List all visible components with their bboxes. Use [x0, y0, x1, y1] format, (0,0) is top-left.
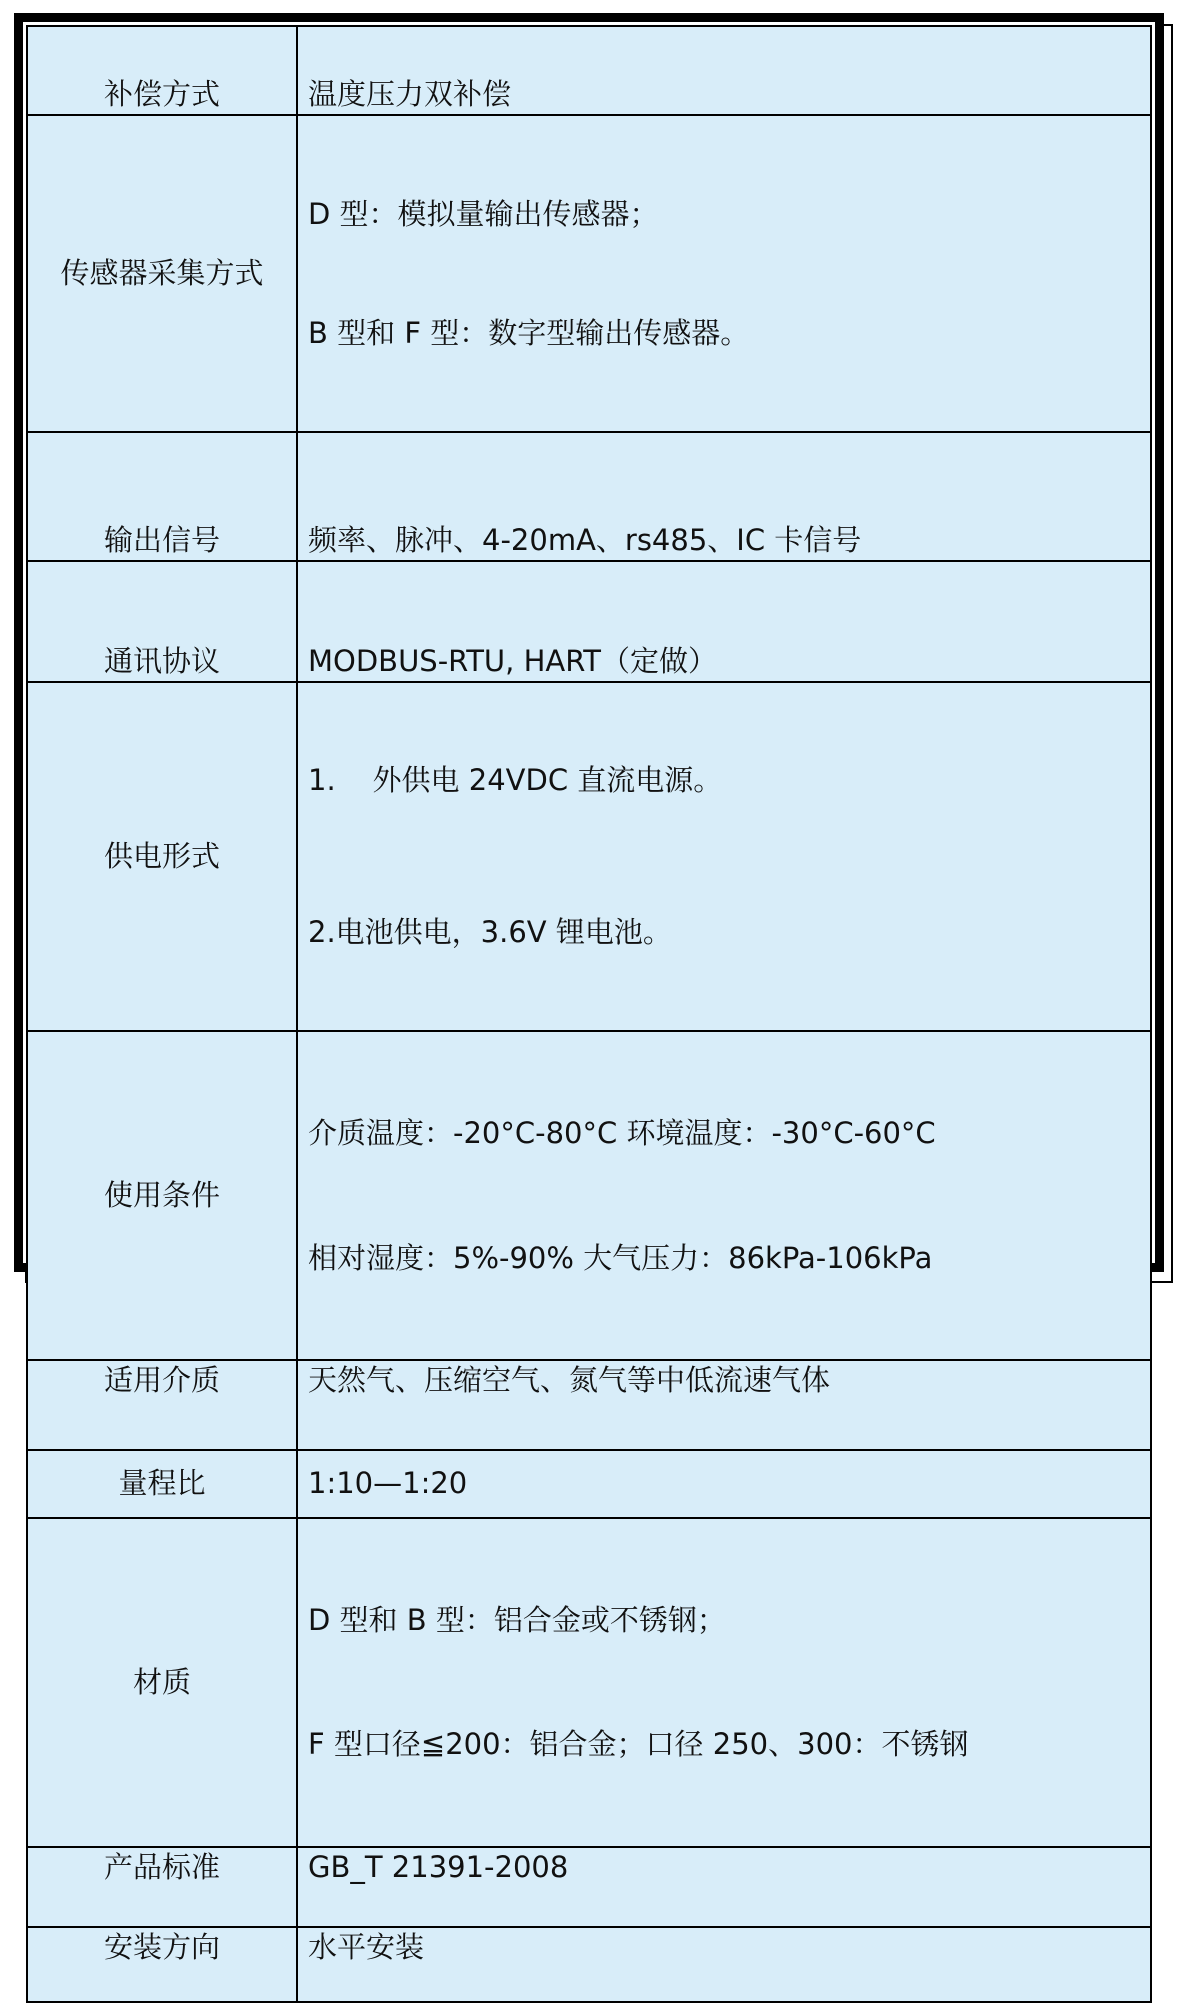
spec-label: 供电形式 [27, 682, 297, 1031]
spec-value-line: 1. 外供电 24VDC 直流电源。 [308, 763, 723, 798]
spec-value-line: 1:10—1:20 [308, 1466, 468, 1501]
spec-value [297, 1360, 1151, 1450]
spec-value [297, 1927, 1151, 2002]
spec-value-line: F 型口径≦200：铝合金；口径 250、300：不锈钢 [308, 1727, 969, 1762]
spec-value [297, 1031, 1151, 1360]
spec-value-line: D 型和 B 型：铝合金或不锈钢； [308, 1603, 726, 1638]
spec-label: 安装方向 [27, 1927, 297, 2002]
spec-value-line: 2.电池供电，3.6V 锂电池。 [308, 914, 672, 949]
spec-value [297, 1450, 1151, 1518]
spec-value-line: 天然气、压缩空气、氮气等中低流速气体 [308, 1362, 831, 1397]
spec-value-line: 温度压力双补偿 [308, 76, 512, 111]
spec-label: 产品标准 [27, 1847, 297, 1927]
spec-value [297, 1847, 1151, 1927]
spec-label: 使用条件 [27, 1031, 297, 1360]
spec-label: 量程比 [27, 1450, 297, 1518]
row-product-standard [27, 1847, 1151, 1927]
row-power-supply-form [27, 682, 1151, 1031]
row-applicable-media [27, 1360, 1151, 1450]
spec-value [297, 561, 1151, 682]
spec-value [297, 115, 1151, 432]
spec-value-line: 频率、脉冲、4-20mA、rs485、IC 卡信号 [308, 522, 862, 557]
spec-value-line: 介质温度：-20°C-80°C 环境温度：-30°C-60°C [308, 1116, 936, 1151]
spec-label: 适用介质 [27, 1360, 297, 1450]
spec-value [297, 432, 1151, 561]
row-compensation-method [27, 26, 1151, 115]
row-output-signal [27, 432, 1151, 561]
spec-value-line: B 型和 F 型：数字型输出传感器。 [308, 315, 750, 350]
spec-label: 传感器采集方式 [27, 115, 297, 432]
spec-label: 材质 [27, 1518, 297, 1847]
row-communication-protocol [27, 561, 1151, 682]
spec-label: 输出信号 [27, 432, 297, 561]
spec-value-line: MODBUS-RTU, HART（定做） [308, 643, 717, 678]
spec-value [297, 682, 1151, 1031]
spec-value [297, 26, 1151, 115]
spec-value-line: D 型：模拟量输出传感器； [308, 197, 659, 232]
row-turndown-ratio [27, 1450, 1151, 1518]
row-operating-conditions [27, 1031, 1151, 1360]
row-material [27, 1518, 1151, 1847]
spec-value [297, 1518, 1151, 1847]
spec-table [26, 25, 1152, 2003]
spec-value-line: 相对湿度：5%-90% 大气压力：86kPa-106kPa [308, 1240, 933, 1275]
row-installation-direction [27, 1927, 1151, 2002]
spec-label: 补偿方式 [27, 26, 297, 115]
spec-label: 通讯协议 [27, 561, 297, 682]
spec-table-frame [14, 13, 1164, 1964]
row-sensor-acquisition-mode [27, 115, 1151, 432]
spec-value-line: GB_T 21391-2008 [308, 1849, 569, 1884]
spec-value-line: 水平安装 [308, 1929, 425, 1964]
